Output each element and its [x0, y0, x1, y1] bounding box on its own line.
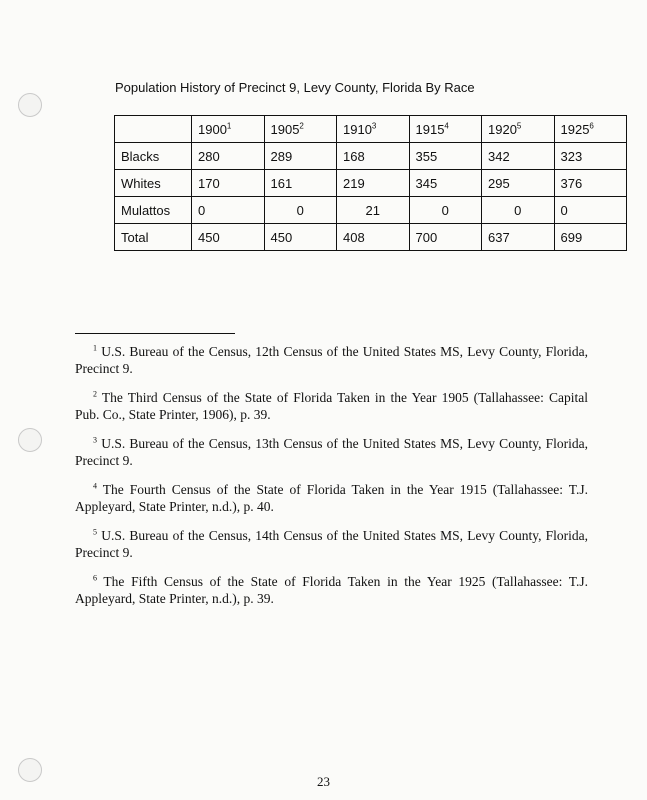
table-cell: 699	[554, 224, 627, 251]
table-cell: 637	[482, 224, 555, 251]
table-cell: 450	[192, 224, 265, 251]
table-row	[115, 224, 627, 251]
table-cell: 219	[337, 170, 410, 197]
table-cell: 21	[337, 197, 410, 224]
header-year-1910: 1910$^3$	[337, 116, 410, 143]
table-cell: 161	[264, 170, 337, 197]
table-cell: 700	[409, 224, 482, 251]
page-number: 23	[317, 774, 330, 789]
table-cell: 342	[482, 143, 555, 170]
footnote: $^1$ U.S. Bureau of the Census, 12th Census of the United States MS, Levy County, Florida, Precinct 9.	[75, 343, 589, 376]
footnote-separator	[75, 333, 235, 334]
row-label: Mulattos	[115, 197, 192, 224]
header-year-1920: 1920$^5$	[482, 116, 555, 143]
table-title: Population History of Precinct 9, Levy County, Florida By Race	[115, 80, 475, 95]
table-cell: 355	[409, 143, 482, 170]
table-cell: 0	[482, 197, 555, 224]
header-empty-cell	[115, 116, 192, 143]
footnote: $^4$ The Fourth Census of the State of Florida Taken in the Year 1915 (Tallahassee: T.J. Appleyard, State Printer, n.d.), p. 40.	[75, 481, 588, 514]
table-row	[115, 197, 627, 224]
table-cell: 450	[264, 224, 337, 251]
table-cell: 0	[192, 197, 265, 224]
table-cell: 0	[554, 197, 627, 224]
table-cell: 323	[554, 143, 627, 170]
table-cell: 376	[554, 170, 627, 197]
table-cell: 408	[337, 224, 410, 251]
row-label: Total	[115, 224, 192, 251]
header-year-1915: 1915$^4$	[409, 116, 482, 143]
punch-hole-middle	[18, 428, 42, 452]
table-cell: 0	[409, 197, 482, 224]
punch-hole-top	[18, 93, 42, 117]
table-row	[115, 170, 627, 197]
table-cell: 295	[482, 170, 555, 197]
row-label: Whites	[115, 170, 192, 197]
table-cell: 0	[264, 197, 337, 224]
footnote: $^5$ U.S. Bureau of the Census, 14th Census of the United States MS, Levy County, Florida, Precinct 9.	[75, 527, 589, 560]
header-year-1905: 1905$^2$	[264, 116, 337, 143]
footnote: $^2$ The Third Census of the State of Florida Taken in the Year 1905 (Tallahassee: Capital Pub. Co., State Printer, 1906), p. 39.	[75, 389, 589, 422]
table-row	[115, 143, 627, 170]
table-cell: 170	[192, 170, 265, 197]
footnote: $^3$ U.S. Bureau of the Census, 13th Census of the United States MS, Levy County, Florida, Precinct 9.	[75, 435, 589, 468]
table-cell: 289	[264, 143, 337, 170]
footnote: $^6$ The Fifth Census of the State of Florida Taken in the Year 1925 (Tallahassee: T.J. Appleyard, State Printer, n.d.), p. 39.	[75, 573, 588, 606]
table-header-row	[115, 116, 627, 143]
population-table	[114, 115, 627, 251]
table-cell: 345	[409, 170, 482, 197]
header-year-1900: 1900$^1$	[192, 116, 265, 143]
header-year-1925: 1925$^6$	[554, 116, 627, 143]
row-label: Blacks	[115, 143, 192, 170]
table-cell: 280	[192, 143, 265, 170]
table-cell: 168	[337, 143, 410, 170]
footnotes	[75, 343, 588, 619]
